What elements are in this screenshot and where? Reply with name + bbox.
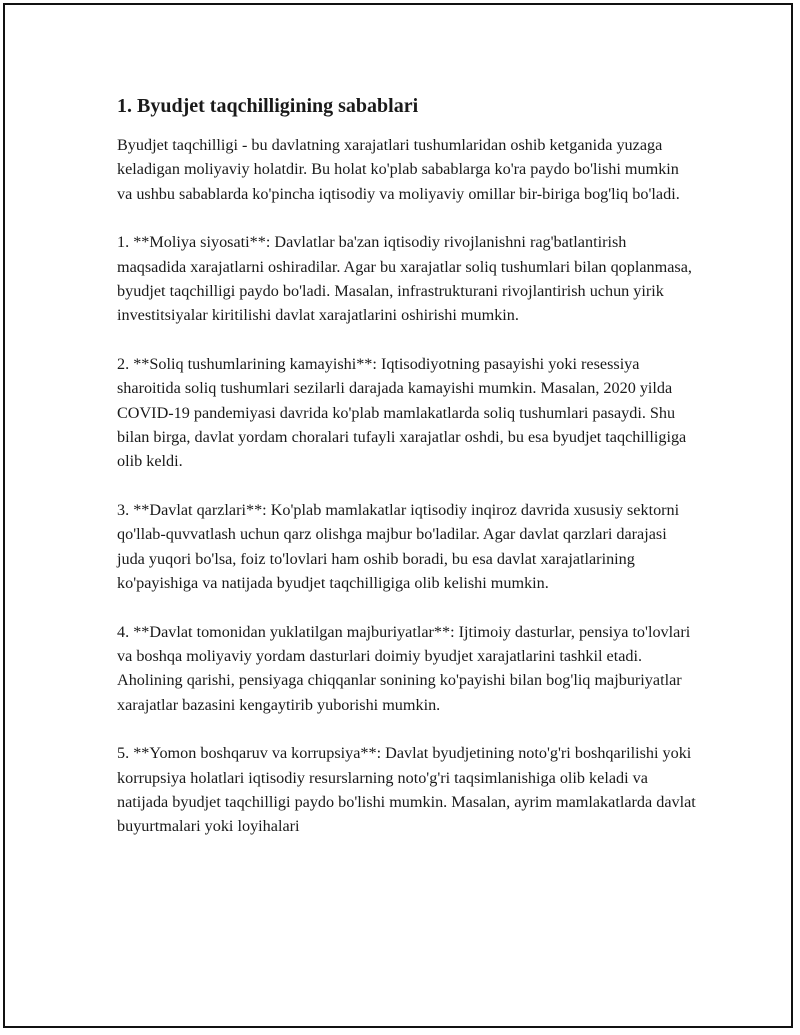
paragraph-tax-revenue-decline: 2. **Soliq tushumlarining kamayishi**: Iqtisodiyotning pasayishi yoki resessiya sharoitida soliq tushumlari sezilarli darajada kamayishi mumkin. Masalan, 2020 yilda COVID-19 pandemiyasi davrida ko'plab mamlakatlarda soliq tushumlari pasaydi. Shu bilan birga, davlat yordam choralari tufayli xarajatlar oshdi, bu esa byudjet taqchilligiga olib keldi. <box>117 354 687 471</box>
paragraph-fiscal-policy: 1. **Moliya siyosati**: Davlatlar ba'zan iqtisodiy rivojlanishni rag'batlantirish maqsadida xarajatlarni oshiradilar. Agar bu xarajatlar soliq tushumlari bilan qoplanmasa, byudjet taqchilligi paydo bo'ladi. Masalan, infrastrukturani rivojlantirish uchun yirik investitsiyalar kiritilishi davlat xarajatlarini oshirishi mumkin. <box>117 233 692 325</box>
intro-paragraph: Byudjet taqchilligi - bu davlatning xarajatlari tushumlaridan oshib ketganida yuzaga keladigan moliyaviy holatdir. Bu holat ko'plab sabablarga ko'ra paydo bo'lishi mumkin va ushbu sabablarda ko'pincha iqtisodiy va moliyaviy omillar bir-biriga bog'liq bo'ladi. <box>117 136 680 203</box>
paragraph-government-debt: 3. **Davlat qarzlari**: Ko'plab mamlakatlar iqtisodiy inqiroz davrida xususiy sektorni qo'llab-quvvatlash uchun qarz olishga majbur bo'ladilar. Agar davlat qarzlari darajasi juda yuqori bo'lsa, foiz to'lovlari ham oshib boradi, bu esa davlat xarajatlarining ko'payishiga va natijada byudjet taqchilligiga olib kelishi mumkin. <box>117 500 680 593</box>
document-body <box>117 92 697 863</box>
section-heading: 1. Byudjet taqchilligining sabablari <box>117 95 419 117</box>
paragraph-government-obligations: 4. **Davlat tomonidan yuklatilgan majburiyatlar**: Ijtimoiy dasturlar, pensiya to'lovlari va boshqa moliyaviy yordam dasturlari doimiy byudjet xarajatlarini tashkil etadi. Aholining qarishi, pensiyaga chiqqanlar sonining ko'payishi bilan bog'liq majburiyatlar xarajatlar bazasini kengaytirib yuborishi mumkin. <box>117 622 691 714</box>
paragraph-governance-corruption: 5. **Yomon boshqaruv va korrupsiya**: Davlat byudjetining noto'g'ri boshqarilishi yoki korrupsiya holatlari iqtisodiy resurslarning noto'g'ri taqsimlanishiga olib keladi va natijada byudjet taqchilligi paydo bo'lishi mumkin. Masalan, ayrim mamlakatlarda davlat buyurtmalari yoki loyihalari <box>117 744 696 836</box>
